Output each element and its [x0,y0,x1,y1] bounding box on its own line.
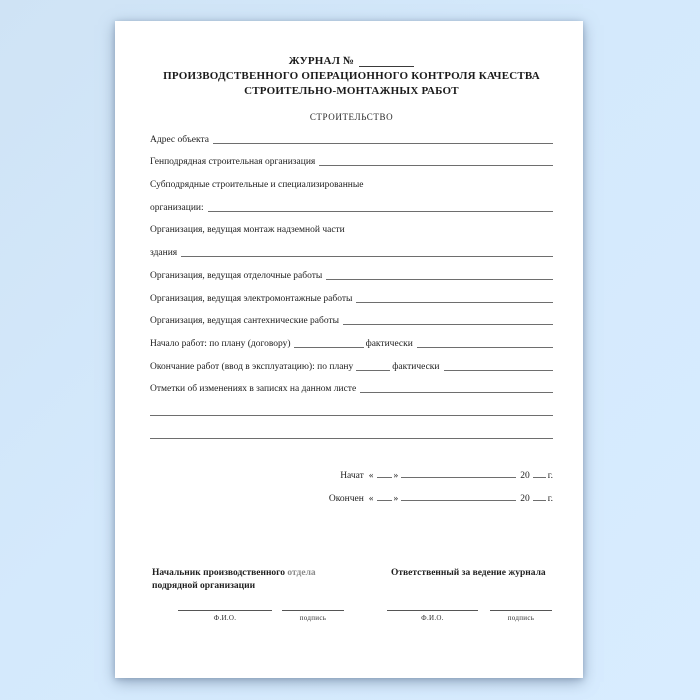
started-year-suffix: г. [547,471,553,482]
title-line-2: ПРОИЗВОДСТВЕННОГО ОПЕРАЦИОННОГО КОНТРОЛЯ КАЧЕСТВА [163,70,540,82]
field-blank-line-extra-1 [150,415,553,416]
signature-cell-left-sign [282,610,344,622]
finished-year-blank [533,500,546,501]
started-day-blank [377,477,392,478]
field-row-subcontractors-2 [150,192,553,215]
field-label-superstructure-2: здания [150,248,178,259]
field-blank-line-start-actual [417,347,553,348]
field-row-plumbing [150,306,553,329]
document-subtitle: СТРОИТЕЛЬСТВО [309,112,394,122]
field-row-work-start [150,328,553,351]
field-row-general-contractor [150,147,553,170]
signature-caption: подпись [490,610,552,622]
field-blank-line-address [213,143,553,144]
field-label-work-start: Начало работ: по плану (договору) [150,338,291,349]
field-label-subcontractors-1: Субподрядные строительные и специализированные [150,180,364,191]
field-row-address [150,124,553,147]
field-blank-line-finishing [326,279,553,280]
field-label-end-actual: фактически [392,361,440,372]
field-label-notes: Отметки об изменениях в записях на данном листе [150,384,357,395]
title-line-3: СТРОИТЕЛЬНО-МОНТАЖНЫХ РАБОТ [244,85,459,97]
field-row-work-end [150,351,553,374]
finished-year-suffix: г. [547,494,553,504]
field-blank-line-superstructure [181,256,553,257]
journal-started-row [150,459,553,482]
journal-dates [150,459,553,504]
title-line-1: ЖУРНАЛ № [288,55,355,67]
journal-number-blank-line [359,66,414,67]
signature-cell-right-sign [490,610,552,622]
field-row-blank-1 [150,396,553,419]
finished-year-prefix: 20 [520,494,530,504]
page-content [150,21,553,678]
finished-quote-close: » [393,494,399,504]
started-month-blank [401,477,516,478]
field-blank-line-general-contractor [319,165,553,166]
document-page [115,21,583,678]
fio-caption: Ф.И.О. [178,610,272,622]
field-blank-line-start-plan [294,347,364,348]
signature-cell-right-fio [387,610,478,622]
field-row-electrical [150,283,553,306]
finished-day-blank [377,500,392,501]
field-row-superstructure-2 [150,237,553,260]
field-blank-line-electrical [356,302,553,303]
field-blank-line-notes [360,392,553,393]
field-label-start-actual: фактически [365,338,413,349]
signature-lines [150,610,553,622]
started-quote-close: » [393,471,399,482]
started-year-prefix: 20 [520,471,530,482]
field-blank-line-subcontractors [208,211,553,212]
started-quote-open: « [368,471,374,482]
field-row-blank-2 [150,419,553,442]
signature-role-right: Ответственный за ведение журнала [391,568,546,578]
field-label-electrical: Организация, ведущая электромонтажные работы [150,293,353,304]
left-role-text-gray: отдела [287,568,316,578]
field-label-address: Адрес объекта [150,134,209,145]
form-fields [150,124,553,442]
finished-label: Окончен [328,494,364,504]
left-role-text-1: Начальник производственного [152,568,285,578]
signature-caption: подпись [282,610,344,622]
field-label-subcontractors-2: организации: [150,202,204,213]
fio-caption: Ф.И.О. [387,610,478,622]
finished-quote-open: « [368,494,374,504]
title-journal-number [150,54,553,69]
field-row-superstructure-1 [150,215,553,238]
started-label: Начат [340,471,364,482]
field-row-subcontractors-1 [150,169,553,192]
field-row-notes [150,374,553,397]
field-blank-line-end-actual [444,370,553,371]
field-label-finishing: Организация, ведущая отделочные работы [150,270,323,281]
finished-month-blank [401,500,516,501]
field-label-general-contractor: Генподрядная строительная организация [150,157,316,168]
field-row-finishing [150,260,553,283]
field-label-work-end: Окончание работ (ввод в эксплуатацию): по плану [150,361,354,372]
document-title [150,54,553,99]
started-year-blank [533,477,546,478]
field-blank-line-end-plan [356,370,390,371]
field-label-superstructure-1: Организация, ведущая монтаж надземной части [150,225,345,236]
left-role-text-2: подрядной организации [152,581,256,591]
signature-cell-left-fio [178,610,272,622]
field-blank-line-extra-2 [150,438,553,439]
signature-role-left [150,567,387,593]
field-blank-line-plumbing [343,324,553,325]
signature-roles [150,567,553,593]
field-label-plumbing: Организация, ведущая сантехнические работы [150,316,340,327]
journal-finished-row [150,481,553,504]
